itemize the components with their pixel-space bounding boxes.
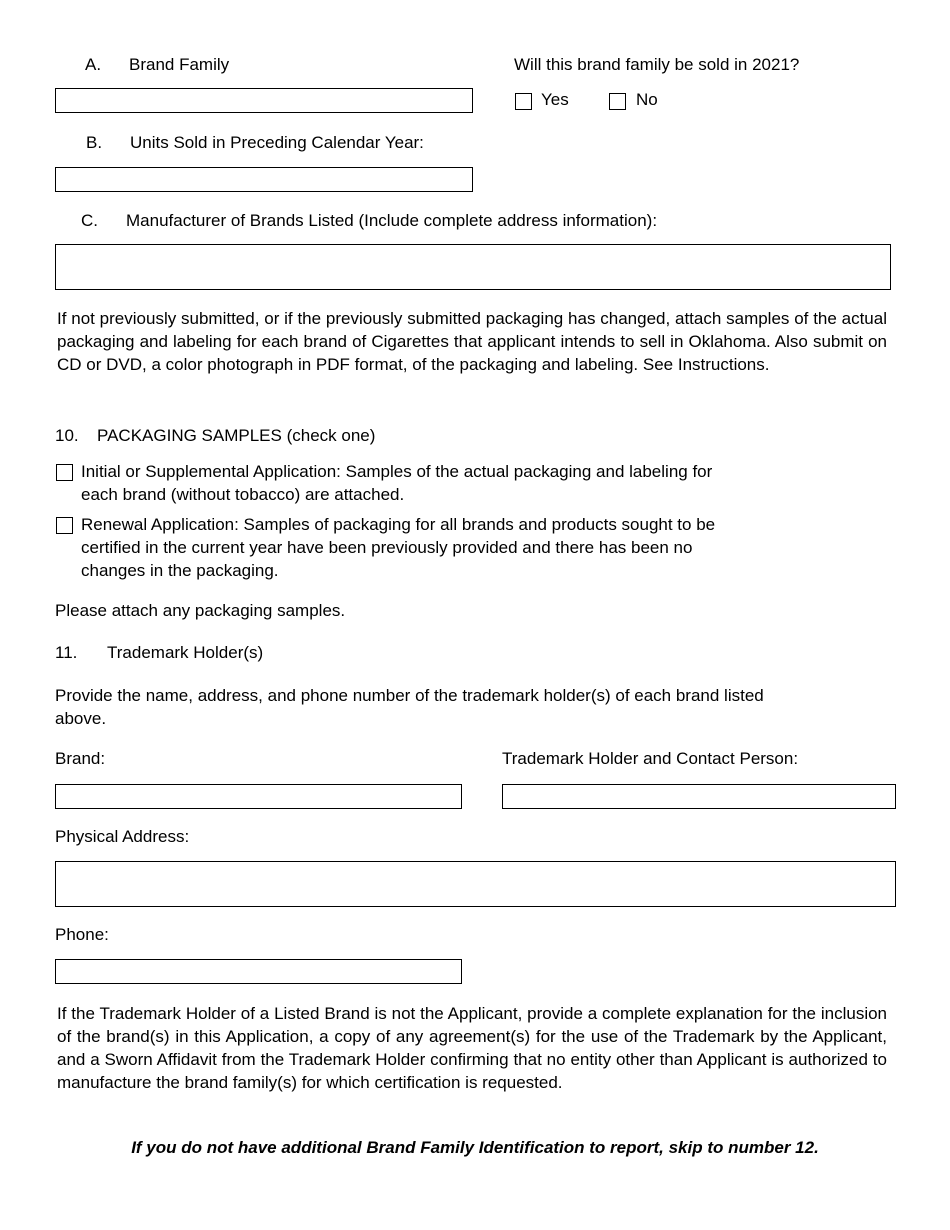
initial-application-line: each brand (without tobacco) are attached. [81,485,405,504]
sold-question-label: Will this brand family be sold in 2021? [514,55,800,74]
trademark-instructions-line: Provide the name, address, and phone number of the trademark holder(s) of each brand listed [55,686,764,705]
section-11-title: Trademark Holder(s) [107,643,264,662]
trademark-holder-field[interactable] [502,784,896,809]
phone-label: Phone: [55,925,109,944]
physical-address-field[interactable] [55,861,896,907]
physical-address-label: Physical Address: [55,827,190,846]
brand-family-field[interactable] [55,88,473,113]
attach-samples-note: Please attach any packaging samples. [55,601,346,620]
skip-note: If you do not have additional Brand Family Identification to report, skip to number 12. [131,1138,819,1157]
section-10-number: 10. [55,426,79,445]
section-a-letter: A. [85,55,102,74]
brand-family-label: Brand Family [129,55,230,74]
trademark-explanation: If the Trademark Holder of a Listed Brand is not the Applicant, provide a complete explanation for the inclusion of the brand(s) in this Application, a copy of any agreement(s) for the use of the Trademark by the Applicant, and a Sworn Affidavit from the Trademark Holder confirming that no entity other than Applicant is authorized to manufacture the brand family(s) for which certification is requested. [57,1004,887,1092]
no-label: No [636,90,658,109]
section-11-number: 11. [55,643,78,662]
units-sold-field[interactable] [55,167,473,192]
renewal-application-line: certified in the current year have been previously provided and there has been no [81,538,693,557]
initial-application-checkbox[interactable] [56,464,73,481]
initial-application-text [81,460,712,506]
renewal-application-checkbox[interactable] [56,517,73,534]
phone-field[interactable] [55,959,462,984]
no-checkbox[interactable] [609,93,626,110]
trademark-instructions-line: above. [55,709,107,728]
renewal-application-line: Renewal Application: Samples of packaging for all brands and products sought to be [81,515,716,534]
section-10-title: PACKAGING SAMPLES (check one) [97,426,376,445]
manufacturer-label: Manufacturer of Brands Listed (Include complete address information): [126,211,658,230]
yes-checkbox[interactable] [515,93,532,110]
brand-label: Brand: [55,749,106,768]
section-b-letter: B. [86,133,103,152]
trademark-instructions [55,684,764,730]
section-c-letter: C. [81,211,98,230]
brand-field[interactable] [55,784,462,809]
manufacturer-field[interactable] [55,244,891,290]
packaging-instructions: If not previously submitted, or if the previously submitted packaging has changed, attach samples of the actual packaging and labeling for each brand of Cigarettes that applicant intends to sell in Oklahoma. Also submit on CD or DVD, a color photograph in PDF format, of the packaging and labeling. See Instructions. [57,309,887,374]
units-sold-label: Units Sold in Preceding Calendar Year: [130,133,424,152]
trademark-holder-label: Trademark Holder and Contact Person: [502,749,799,768]
renewal-application-line: changes in the packaging. [81,561,279,580]
initial-application-line: Initial or Supplemental Application: Samples of the actual packaging and labeling for [81,462,713,481]
yes-label: Yes [541,90,569,109]
renewal-application-text [81,513,715,582]
